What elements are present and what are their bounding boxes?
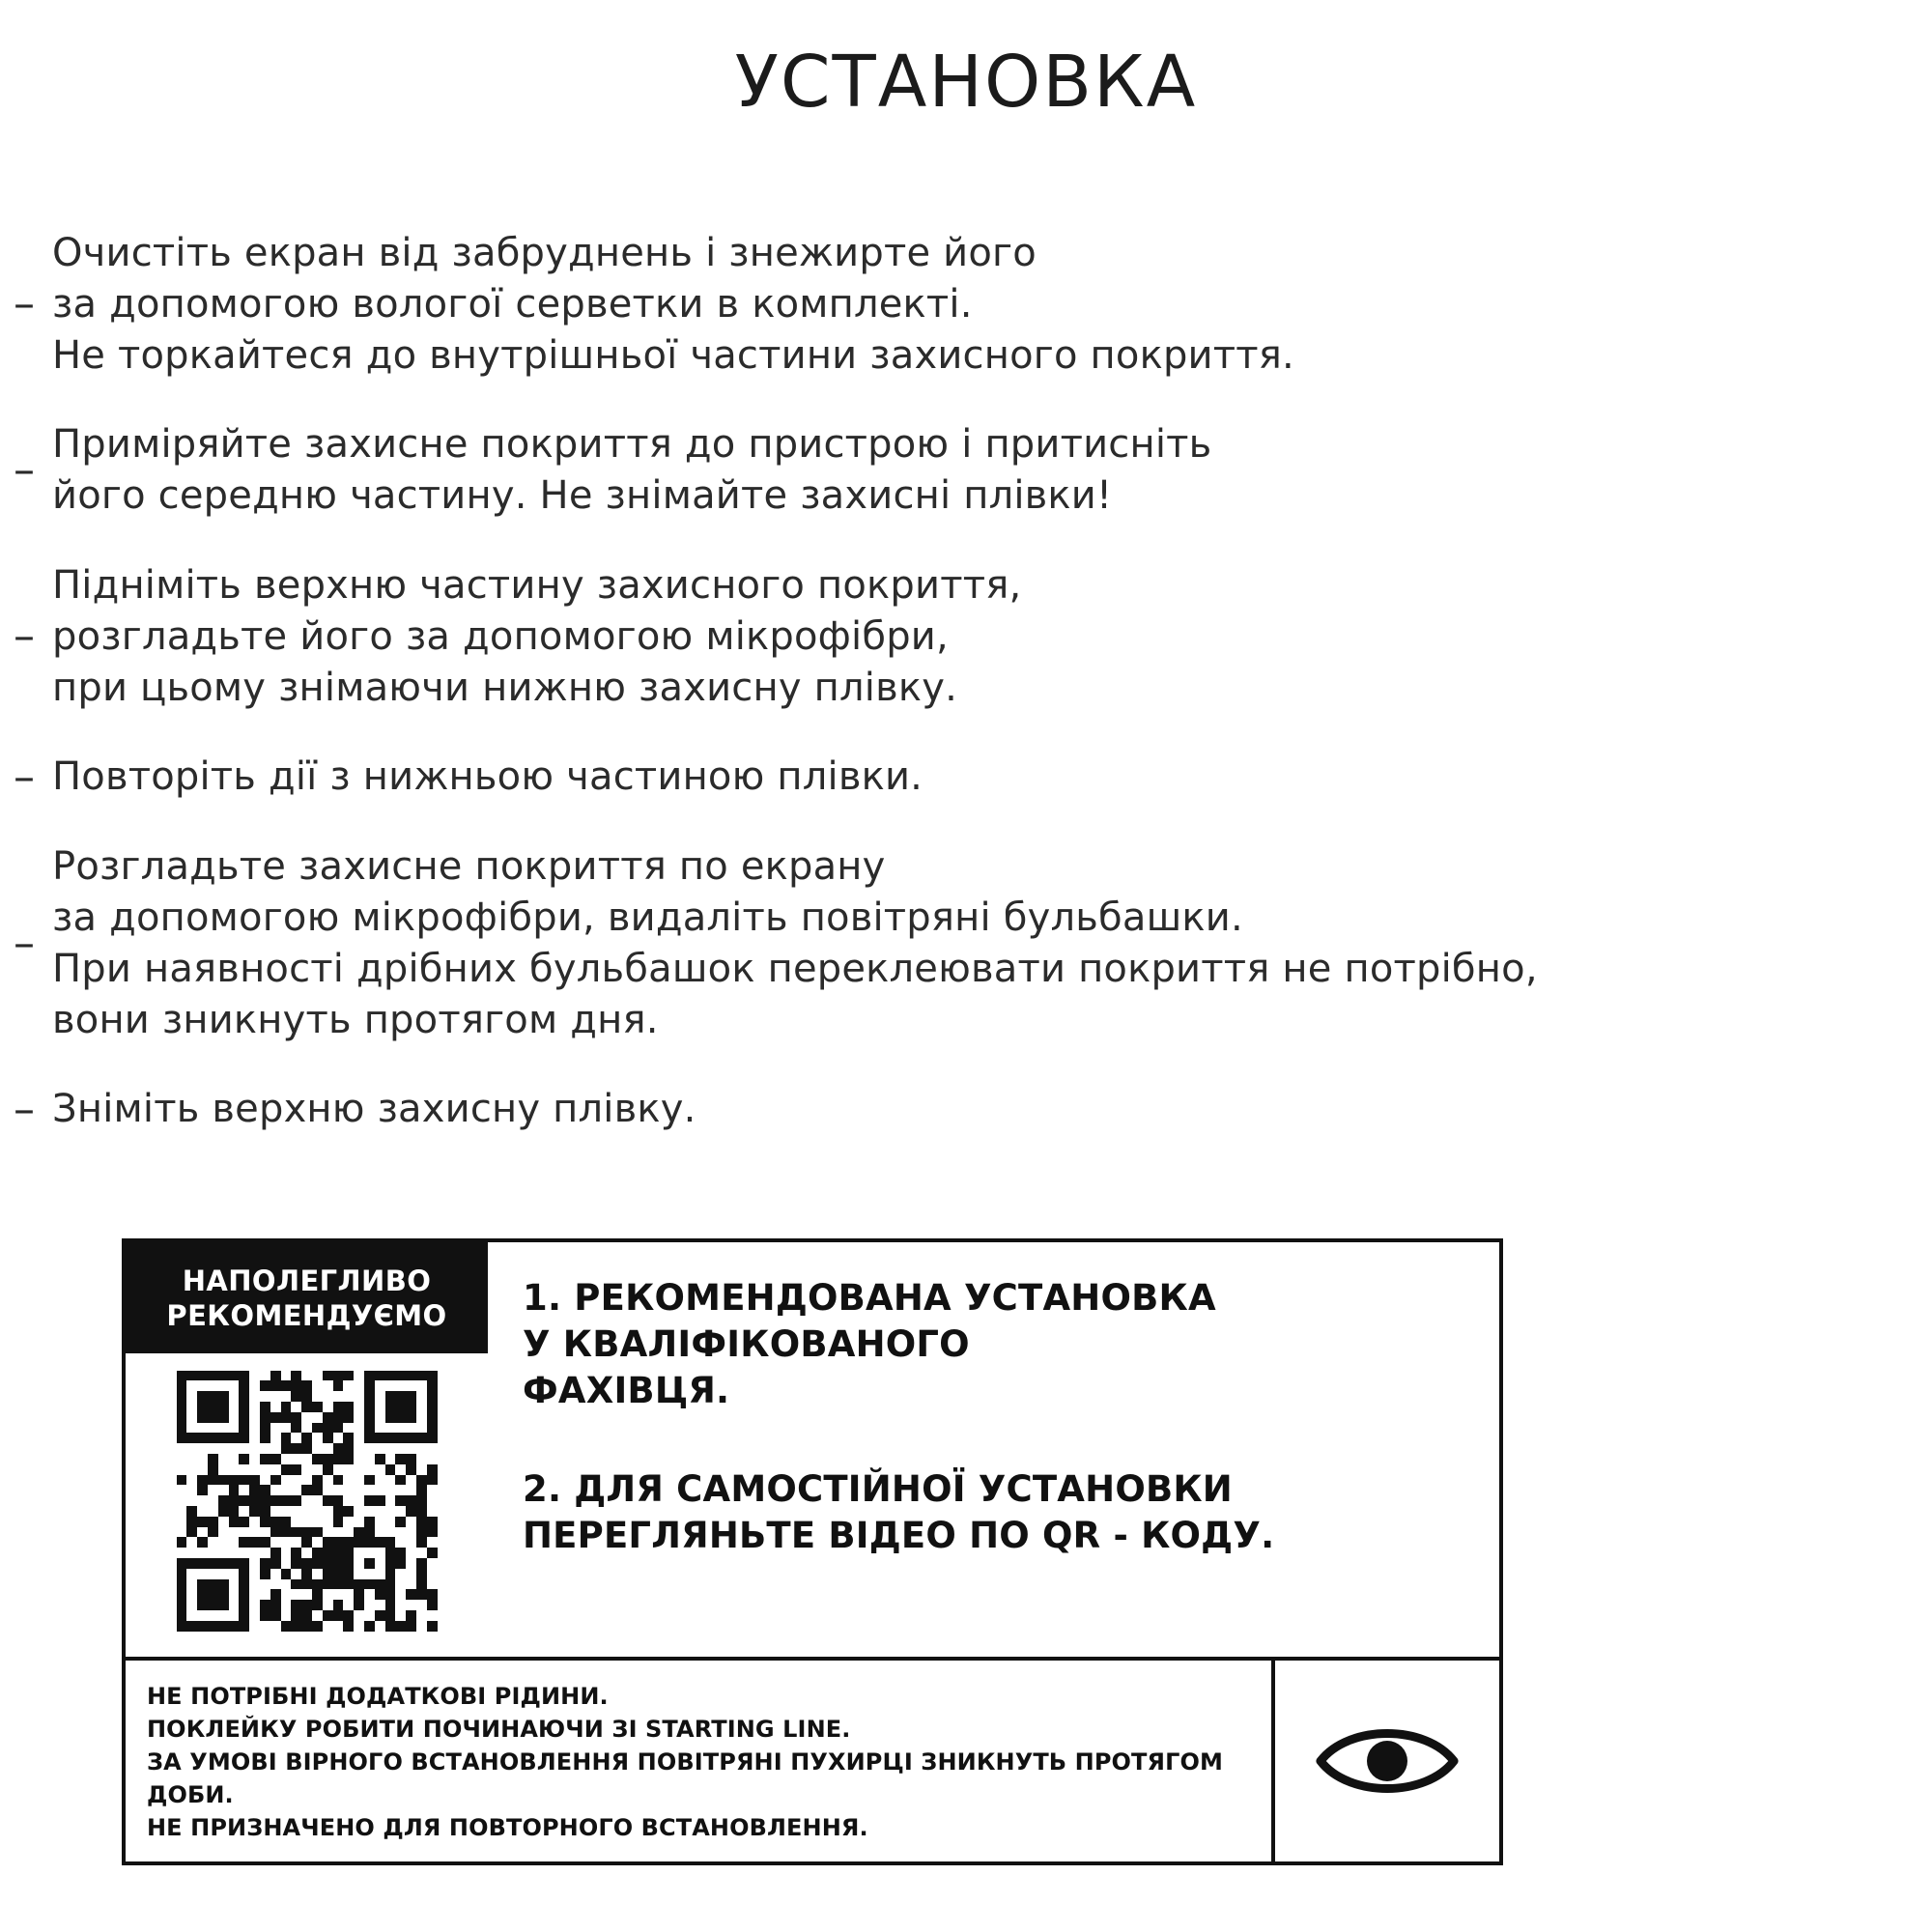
footnote-3: ЗА УМОВІ ВІРНОГО ВСТАНОВЛЕННЯ ПОВІТРЯНІ ПУХИРЦІ ЗНИКНУТЬ ПРОТЯГОМ ДОБИ.: [147, 1747, 1223, 1808]
rec1-line-1: 1. РЕКОМЕНДОВАНА УСТАНОВКА: [523, 1277, 1216, 1319]
label-bottom-section: [126, 1661, 1499, 1861]
badge-strongly-recommend: [126, 1242, 488, 1353]
badge-line-2: РЕКОМЕНДУЄМО: [166, 1299, 447, 1333]
footnote-2: ПОКЛЕЙКУ РОБИТИ ПОЧИНАЮЧИ ЗІ STARTING LINE.: [147, 1715, 851, 1743]
footnote-4: НЕ ПРИЗНАЧЕНО ДЛЯ ПОВТОРНОГО ВСТАНОВЛЕННЯ.: [147, 1813, 868, 1841]
badge-line-1: НАПОЛЕГЛИВО: [182, 1264, 432, 1297]
step-line: його середню частину. Не знімайте захисні плівки!: [52, 473, 1113, 519]
recommendation-text-panel: [488, 1242, 1499, 1657]
label-top-section: [126, 1242, 1499, 1661]
step-line: Розгладьте захисне покриття по екрану: [52, 844, 886, 890]
step-text: [52, 228, 1294, 381]
step-text: [52, 752, 923, 803]
list-item: [14, 752, 1893, 803]
step-line: Зніміть верхню захисну плівку.: [52, 1087, 696, 1132]
step-line: Очистіть екран від забруднень і знежирте його: [52, 231, 1037, 275]
step-text: [52, 841, 1538, 1045]
bullet-dash: –: [14, 1084, 35, 1134]
bullet-dash: –: [14, 918, 35, 968]
footnotes: [126, 1661, 1271, 1861]
list-item: [14, 1084, 1893, 1135]
step-text: [52, 1084, 696, 1135]
recommendation-item-1: [523, 1275, 1470, 1414]
qr-wrap: [126, 1353, 488, 1657]
page-title: УСТАНОВКА: [734, 41, 1198, 124]
qr-code-icon[interactable]: [177, 1371, 438, 1632]
bullet-dash: –: [14, 752, 35, 802]
bullet-dash: –: [14, 279, 35, 329]
step-line: вони зникнуть протягом дня.: [52, 997, 659, 1042]
step-line: при цьому знімаючи нижню захисну плівку.: [52, 665, 957, 710]
divider-dark-segment: [966, 160, 1082, 178]
recommendation-item-2: [523, 1466, 1470, 1559]
list-item: [14, 419, 1893, 522]
step-line: Підніміть верхню частину захисного покриття,: [52, 562, 1022, 608]
step-line: розгладьте його за допомогою мікрофібри,: [52, 613, 949, 659]
divider-red-segment: [850, 160, 966, 178]
list-item: [14, 841, 1893, 1045]
step-line: за допомогою вологої серветки в комплекті.: [52, 281, 973, 327]
step-line: Повторіть дії з нижньою частиною плівки.: [52, 754, 923, 800]
rec2-line-1: 2. ДЛЯ САМОСТІЙНОЇ УСТАНОВКИ: [523, 1468, 1233, 1511]
title-divider: [0, 160, 1932, 178]
step-line: При наявності дрібних бульбашок переклеювати покриття не потрібно,: [52, 946, 1538, 991]
qr-panel: [126, 1242, 488, 1657]
step-text: [52, 419, 1211, 522]
step-line: за допомогою мікрофібри, видаліть повітряні бульбашки.: [52, 895, 1243, 940]
recommendation-label: [122, 1238, 1503, 1865]
list-item: [14, 560, 1893, 713]
bullet-dash: –: [14, 445, 35, 496]
eye-icon: [1271, 1661, 1499, 1861]
step-line: Приміряйте захисне покриття до пристрою і притисніть: [52, 422, 1212, 468]
bullet-dash: –: [14, 611, 35, 662]
rec2-line-2: ПЕРЕГЛЯНЬТЕ ВІДЕО ПО QR - КОДУ.: [523, 1515, 1275, 1557]
footnote-1: НЕ ПОТРІБНІ ДОДАТКОВІ РІДИНИ.: [147, 1682, 609, 1710]
installation-steps: [0, 228, 1932, 1135]
list-item: [14, 228, 1893, 381]
step-line: Не торкайтеся до внутрішньої частини захисного покриття.: [52, 332, 1294, 378]
rec1-line-2: У КВАЛІФІКОВАНОГО: [523, 1323, 970, 1366]
step-text: [52, 560, 1021, 713]
rec1-line-3: ФАХІВЦЯ.: [523, 1370, 730, 1412]
